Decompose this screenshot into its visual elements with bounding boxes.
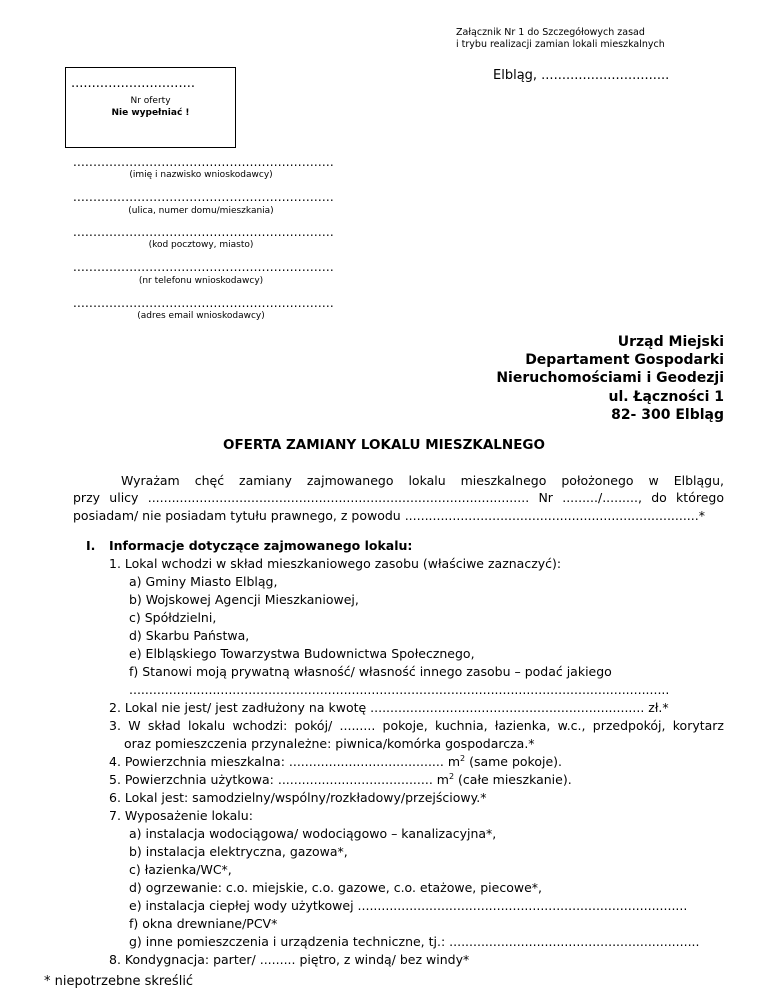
applicant-email-dots[interactable]: ................................................................. xyxy=(73,296,334,310)
item-4-suffix: (same pokoje). xyxy=(465,754,562,770)
item-1-sub-d: d) Skarbu Państwa, xyxy=(129,628,250,643)
item-5-suffix: (całe mieszkanie). xyxy=(454,772,572,788)
offer-number-dots: .............................. xyxy=(71,76,195,91)
item-7-sub-g: g) inne pomieszczenia i urządzenia techniczne, tj.: ............................................................... xyxy=(129,934,700,949)
recipient-line-2: Departament Gospodarki xyxy=(525,352,724,368)
item-7-sub-c: c) łazienka/WC*, xyxy=(129,862,232,877)
item-5-text: 5. Powierzchnia użytkowa: ....................................... m xyxy=(109,772,449,788)
item-5 xyxy=(109,772,572,787)
intro-line-2: przy ulicy ................................................................................................ Nr ........./........., do którego xyxy=(73,490,724,505)
item-1-sub-f: f) Stanowi moją prywatną własność/ własność innego zasobu – podać jakiego xyxy=(129,664,612,679)
item-5-superscript: 2 xyxy=(448,772,455,781)
item-4-superscript: 2 xyxy=(460,754,466,763)
footnote: * niepotrzebne skreślić xyxy=(44,974,194,989)
item-1-sub-a: a) Gminy Miasto Elbląg, xyxy=(129,574,278,589)
item-2: 2. Lokal nie jest/ jest zadłużony na kwotę ..................................................................... zł.* xyxy=(109,700,669,715)
item-4-text: 4. Powierzchnia mieszkalna: ....................................... m xyxy=(109,754,460,770)
item-1-sub-e: e) Elbląskiego Towarzystwa Budownictwa Społecznego, xyxy=(129,646,475,661)
applicant-name-label: (imię i nazwisko wnioskodawcy) xyxy=(129,170,273,180)
item-7: 7. Wyposażenie lokalu: xyxy=(109,808,253,823)
place-date-field[interactable]: Elbląg, ............................... xyxy=(493,68,670,83)
section-numeral: I. xyxy=(86,538,96,553)
offer-number-note: Nie wypełniać ! xyxy=(111,108,190,118)
annex-line-1: Załącznik Nr 1 do Szczegółowych zasad xyxy=(456,27,645,38)
item-3-line-2: oraz pomieszczenia przynależne: piwnica/komórka gospodarcza.* xyxy=(124,736,535,751)
item-7-sub-a: a) instalacja wodociągowa/ wodociągowo – kanalizacyjna*, xyxy=(129,826,497,841)
intro-line-3: posiadam/ nie posiadam tytułu prawnego, z powodu ..........................................................................* xyxy=(73,508,705,523)
section-heading: Informacje dotyczące zajmowanego lokalu: xyxy=(109,538,413,553)
item-1-sub-b: b) Wojskowej Agencji Mieszkaniowej, xyxy=(129,592,359,607)
applicant-name-dots[interactable]: ................................................................. xyxy=(73,155,334,169)
recipient-line-5: 82- 300 Elbląg xyxy=(611,407,724,423)
applicant-email-label: (adres email wnioskodawcy) xyxy=(137,311,265,321)
document-title: OFERTA ZAMIANY LOKALU MIESZKALNEGO xyxy=(222,437,545,453)
offer-number-label: Nr oferty xyxy=(130,96,171,106)
item-7-sub-e: e) instalacja ciepłej wody użytkowej ................................................................................... xyxy=(129,898,688,913)
item-7-sub-b: b) instalacja elektryczna, gazowa*, xyxy=(129,844,348,859)
intro-line-1: Wyrażam chęć zamiany zajmowanego lokalu mieszkalnego położonego w Elblągu, xyxy=(121,473,724,488)
offer-number-box xyxy=(65,67,236,148)
item-1-other-dots[interactable]: ........................................................................................................................................ xyxy=(129,682,670,697)
applicant-postal-dots[interactable]: ................................................................. xyxy=(73,225,334,239)
item-1-sub-c: c) Spółdzielni, xyxy=(129,610,217,625)
recipient-line-1: Urząd Miejski xyxy=(617,334,724,350)
annex-line-2: i trybu realizacji zamian lokali mieszkalnych xyxy=(456,39,665,50)
item-7-sub-f: f) okna drewniane/PCV* xyxy=(129,916,278,931)
recipient-line-3: Nieruchomościami i Geodezji xyxy=(496,370,724,386)
applicant-postal-label: (kod pocztowy, miasto) xyxy=(148,240,254,250)
item-4 xyxy=(109,754,562,769)
applicant-street-dots[interactable]: ................................................................. xyxy=(73,190,334,204)
item-6: 6. Lokal jest: samodzielny/wspólny/rozkładowy/przejściowy.* xyxy=(109,790,487,805)
item-8: 8. Kondygnacja: parter/ ......... piętro, z windą/ bez windy* xyxy=(109,952,470,967)
applicant-phone-label: (nr telefonu wnioskodawcy) xyxy=(138,276,264,286)
applicant-street-label: (ulica, numer domu/mieszkania) xyxy=(128,206,274,216)
item-7-sub-d: d) ogrzewanie: c.o. miejskie, c.o. gazowe, c.o. etażowe, piecowe*, xyxy=(129,880,542,895)
item-3-line-1: 3. W skład lokalu wchodzi: pokój/ ......... pokoje, kuchnia, łazienka, w.c., przedpokój, korytarz xyxy=(109,718,724,733)
applicant-phone-dots[interactable]: ................................................................. xyxy=(73,260,334,274)
recipient-line-4: ul. Łączności 1 xyxy=(608,389,724,405)
item-1: 1. Lokal wchodzi w skład mieszkaniowego zasobu (właściwe zaznaczyć): xyxy=(109,556,562,571)
